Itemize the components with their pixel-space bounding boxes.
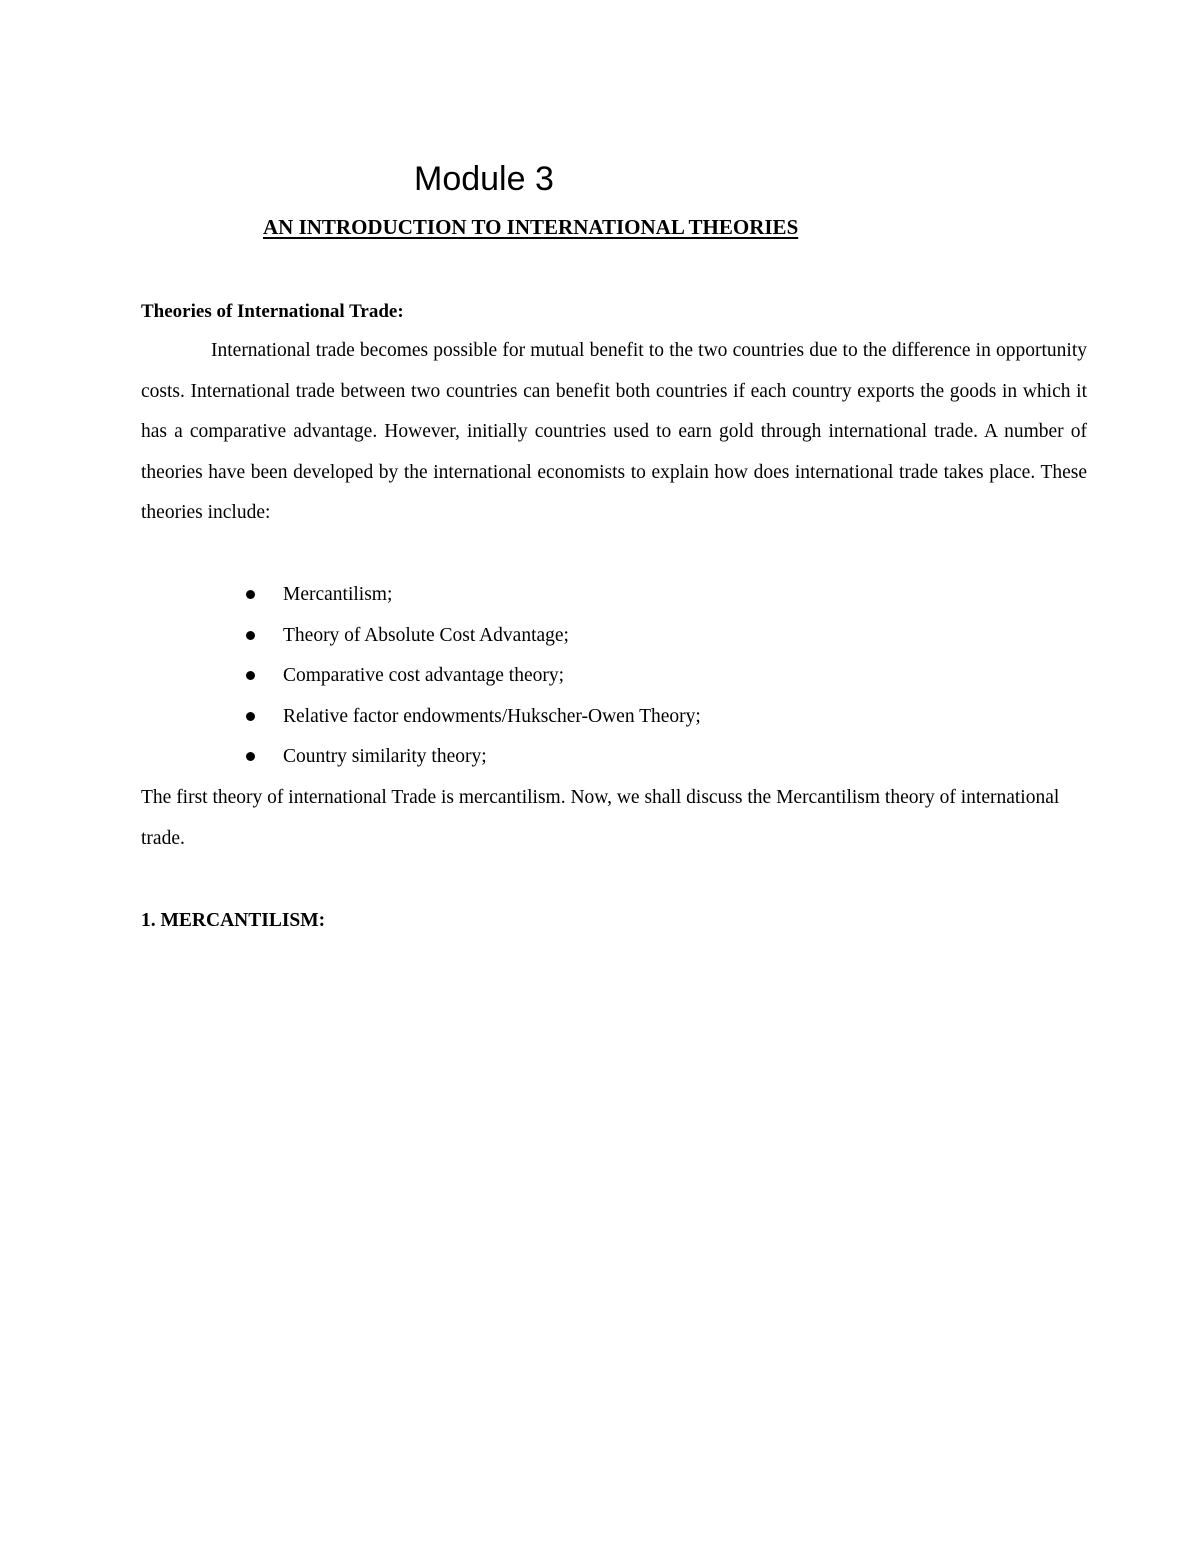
theory-label: Relative factor endowments/Hukscher-Owen Theory;	[283, 705, 701, 727]
theory-item-country-similarity	[283, 737, 701, 778]
main-heading: AN INTRODUCTION TO INTERNATIONAL THEORIES	[263, 215, 799, 239]
theory-label: Comparative cost advantage theory;	[283, 665, 565, 686]
theory-item-absolute-cost	[283, 616, 701, 657]
module-title: Module 3	[414, 160, 554, 198]
bullet-icon	[246, 712, 255, 721]
closing-paragraph: The first theory of international Trade is mercantilism. Now, we shall discuss the Mercantilism theory of international trade.	[141, 787, 1060, 849]
section-heading: Theories of International Trade:	[141, 301, 404, 322]
theory-item-mercantilism	[283, 575, 701, 616]
numbered-section-heading: 1. MERCANTILISM:	[141, 910, 326, 931]
intro-paragraph: International trade becomes possible for mutual benefit to the two countries due to the difference in opportunity costs. International trade between two countries can benefit both countries if each country exports the goods in which it has a comparative advantage. However, initially countries used to earn gold through international trade. A number of theories have been developed by the international economists to explain how does international trade takes place. These theories include:	[141, 340, 1087, 523]
theory-item-factor-endowments	[283, 697, 701, 738]
bullet-icon	[246, 590, 255, 599]
theory-label: Theory of Absolute Cost Advantage;	[283, 624, 569, 646]
bullet-icon	[246, 752, 255, 761]
theory-item-comparative-cost	[283, 656, 701, 697]
theory-label: Mercantilism;	[283, 584, 393, 605]
theory-label: Country similarity theory;	[283, 746, 487, 767]
bullet-icon	[246, 631, 255, 640]
theory-list	[283, 575, 701, 778]
bullet-icon	[246, 671, 255, 680]
